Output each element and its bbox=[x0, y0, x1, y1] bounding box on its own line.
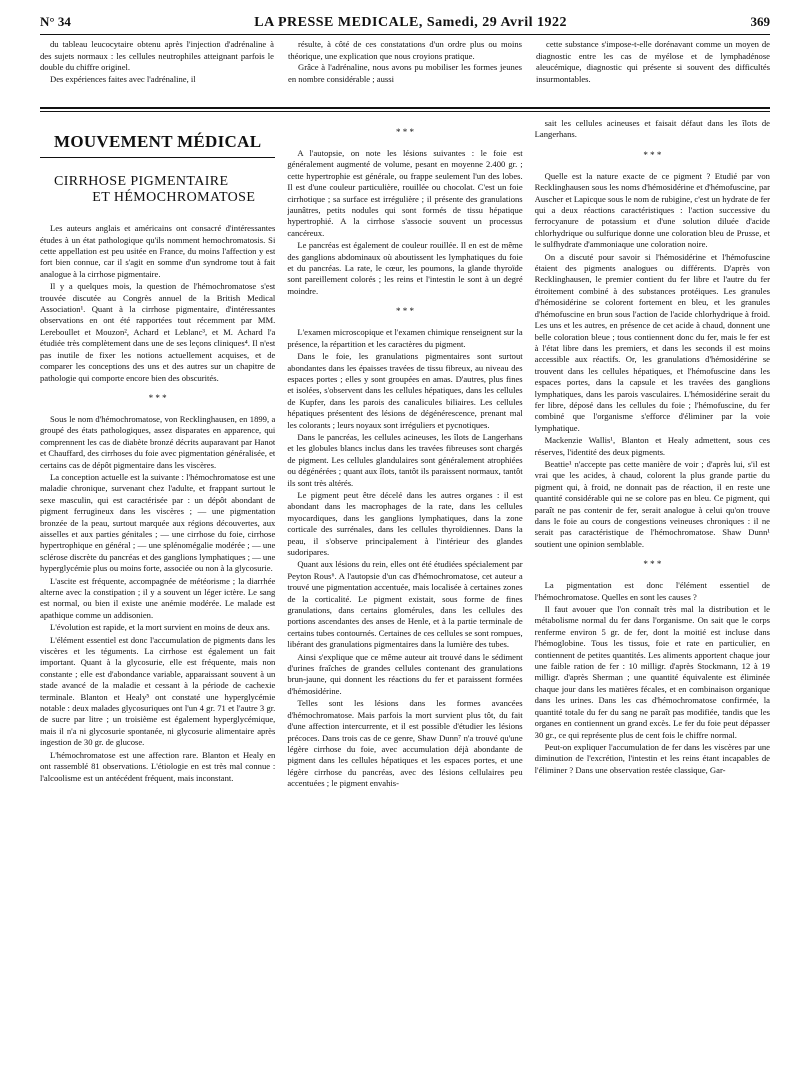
top-column-1 bbox=[40, 39, 274, 105]
paragraph: cette substance s'impose-t-elle dorénavant comme un moyen de diagnostic entre les cas de myélose et de lymphadénose aleucémique, diagnostic qui présente si souvent des difficultés insurmontables. bbox=[536, 39, 770, 84]
paragraph: Peut-on expliquer l'accumulation de fer dans les viscères par une diminution de l'excrétion, l'intestin et les reins étant incapables de l'éliminer ? Dans une observation restée classique, Gar- bbox=[534, 741, 770, 775]
journal-title: LA PRESSE MEDICALE, Samedi, 29 Avril 1922 bbox=[254, 15, 568, 30]
paragraph: sait les cellules acineuses et faisait défaut dans les îlots de Langerhans. bbox=[534, 118, 770, 140]
paragraph: résulte, à côté de ces constatations d'un ordre plus ou moins théorique, une explication que nous croyions pratique. bbox=[288, 39, 522, 61]
paragraph: Grâce à l'adrénaline, nous avons pu mobiliser les formes jeunes en nombre considérable ; aussi bbox=[288, 62, 522, 84]
newspaper-page bbox=[40, 14, 770, 1070]
top-column-2 bbox=[288, 39, 522, 105]
paragraph: L'ascite est fréquente, accompagnée de météorisme ; la diarrhée alterne avec la constipation ; il y a souvent un léger ictère. Le sang est normal, ou bien il existe une anémie modérée. Le malade est apathique comme un addisonien. bbox=[40, 575, 276, 620]
paragraph: Quelle est la nature exacte de ce pigment ? Etudié par von Recklinghausen sous les noms d'hémosidérine et d'hémofuscine, par Auscher et Lapicque sous le nom de rubigine, c'est un hydrate de fer qui a deux réactions caractéristiques : l'action successive du ferrocyanure de potassium et d'une solution diluée d'acide chlorhydrique ou sulfurique donne une coloration bleu de Prusse, et le sulfhydrate d'ammoniaque une coloration noire. bbox=[534, 170, 770, 250]
page-number: 369 bbox=[750, 14, 770, 29]
paragraph: L'évolution est rapide, et la mort survient en moins de deux ans. bbox=[50, 622, 270, 633]
paragraph: du tableau leucocytaire obtenu après l'injection d'adrénaline à des sujets normaux : les cellules neutrophiles atteignant parfois le double du chiffre originel. bbox=[40, 39, 274, 73]
previous-article-end bbox=[40, 35, 770, 105]
paragraph: On a discuté pour savoir si l'hémosidérine et l'hémofuscine étaient des pigments analogues ou différents. D'après von Recklinghausen, le premier contient du fer libre et l'autre du fer étroitement combiné à des substances protéiques. Les granules d'hémosidérine se colorent fortement en bleu, et les granules d'hémofuscine en brun sous l'action de l'acide chlorhydrique à froid. Les uns et les autres, en présence de cet acide à chaud, donnent une belle coloration bleue ; tous contiennent donc du fer, mais le fer est à l'état libre dans les premiers, et dans les seconds il est moins accessible aux réactifs. Or, les granulations d'hémosidérine se trouvent dans les cellules hépatiques, et l'hémofuscine dans les espaces portes, dans la capsule et les travées des ganglions lymphatiques, dans les parois vasculaires. L'hémosidérine serait du fer libre, déposé dans les cellules du foie ; l'hémofuscine, du fer combiné que l'organisme s'efforce d'éliminer par la voie lymphatique. bbox=[534, 251, 770, 433]
paragraph: Il faut avouer que l'on connaît très mal la distribution et le métabolisme normal du fer dans l'organisme. On sait que le corps renferme environ 5 gr. de fer, dont la moitié est incluse dans l'hémoglobine. Tous les tissus, foie et rate en particulier, en contiennent de petites quantités. Les aliments apportent chaque jour une faible ration de fer : 10 milligr. d'après Stockmann, 12 à 19 milligr. d'après Sherman ; une quantité équivalente est éliminée chaque jour dans les matières fécales, et en combinaison organique dans les urines. Dans les cas d'hémochromatose confirmée, la quantité totale du fer du sang ne paraît pas modifiée, tandis que les organes en contiennent un grand excès. Le fer du foie peut dépasser 30 gr., ce qui représente plus de cent fois le chiffre normal. bbox=[534, 604, 770, 740]
column-1 bbox=[40, 118, 275, 1070]
section-stars: * * * bbox=[643, 559, 662, 570]
paragraph: La pigmentation est donc l'élément essentiel de l'hémochromatose. Quelles en sont les causes ? bbox=[534, 580, 770, 602]
article-title-line-1: CIRRHOSE PIGMENTAIRE bbox=[54, 174, 229, 190]
paragraph: Dans le pancréas, les cellules acineuses, les îlots de Langerhans et les globules blancs inclus dans les travées fibreuses sont chargés de pigment. Les cellules glandulaires sont généralement atrophiées ou dégénérées ; quant aux îlots, tantôt ils paraissent normaux, tantôt ils sont très altérés. bbox=[287, 431, 523, 488]
paragraph: Le pigment peut être décelé dans les autres organes : il est abondant dans les macrophages de la rate, dans les cellules myocardiques, dans les ganglions lymphatiques, dans la zone corticale des surrénales, dans les cellules thyroïdiennes. Dans la peau, il s'observe principalement à l'intérieur des glandes sudoripares. bbox=[287, 489, 523, 557]
paragraph: Sous le nom d'hémochromatose, von Recklinghausen, en 1899, a groupé des états pathologiques, assez disparates en apparence, qui comprennent les cas de diabète bronzé décrits auparavant par Hanot et Chauffard, des cirrhoses du foie avec pigmentation généralisée, et certains cas de dépôt pigmentaire dans les viscères. bbox=[40, 413, 276, 470]
paragraph: Il y a quelques mois, la question de l'hémochromatose s'est trouvée discutée au Congrès annuel de la British Medical Association¹. Quant à la cirrhose pigmentaire, d'intéressantes observations en ont été rapportées tout récemment par MM. Lereboullet et Mouzon², Achard et Leblanc³, et M. Achard l'a étudiée très complètement dans une de ses leçons cliniques⁴. Il n'est pas inutile de fixer les notions actuellement acquises, et de comparer les conceptions des uns et des autres sur un chapitre de pathologie qui comporte encore bien des obscurités. bbox=[40, 281, 276, 383]
paragraph: L'hémochromatose est une affection rare. Blanton et Healy en ont rassemblé 81 observations. L'étiologie en est très mal connue : l'alcoolisme est un antécédent fréquent, mais inconstant. bbox=[40, 749, 276, 783]
column-2 bbox=[287, 118, 522, 1070]
paragraph: Ainsi s'explique que ce même auteur ait trouvé dans le sédiment d'urines fraîches de grandes cellules contenant des granulations brun-jaune, qui donnent les réactions du fer et paraissent formées d'hémosidérine. bbox=[287, 651, 523, 696]
section-stars: * * * bbox=[643, 149, 662, 160]
section-stars: * * * bbox=[148, 392, 167, 403]
paragraph: Quant aux lésions du rein, elles ont été étudiées spécialement par Peyton Rous⁶. A l'autopsie d'un cas d'hémochromatose, cet auteur a trouvé une pigmentation accentuée, mais localisée à certaines zones de la corticalité. Le pigment existait, sous forme de fines granulations, dans certains glomérules, dans les cellules des portions ascendantes des anses de Henle, et à la partie terminale de certains tubes contournés. Certaines de ces cellules se sont rompues, libérant des granulations pigmentaires dans la lumière des tubes. bbox=[287, 559, 523, 650]
paragraph: Des expériences faites avec l'adrénaline, il bbox=[50, 73, 196, 84]
issue-number: N° 34 bbox=[40, 14, 71, 29]
paragraph: Le pancréas est également de couleur rouillée. Il en est de même des ganglions abdominaux où aboutissent les lymphatiques du foie et du pancréas. La rate, le cœur, les poumons, la glande thyroïde sont pareillement colorés ; les reins et l'intestin le sont à un degré moindre. bbox=[287, 240, 523, 296]
paragraph: L'examen microscopique et l'examen chimique renseignent sur la présence, la répartition et les caractères du pigment. bbox=[287, 327, 523, 349]
paragraph: La conception actuelle est la suivante : l'hémochromatose est une maladie chronique, survenant chez l'adulte, et frappant surtout le sexe masculin, qui est caractérisée par : un dépôt abondant de pigment ferrugineux dans les viscères ; — une pigmentation bronzée de la peau, surtout marquée aux régions découvertes, aux aisselles et aux parties génitales ; — une cirrhose du foie, cirrhose hypertrophique en général ; — une splénomégalie modérée ; — une sclérose discrète du pancréas et des ganglions lymphatiques ; — une hyperglycémie plus ou moins forte, associée ou non à la glycosurie. bbox=[40, 471, 276, 574]
page-header bbox=[40, 14, 770, 35]
paragraph: Telles sont les lésions dans les formes avancées d'hémochromatose. Mais parfois la mort survient plus tôt, du fait d'une affection intercurrente, et il est possible d'étudier les lésions précoces. Dans trois cas de ce genre, Shaw Dunn⁷ n'a trouvé qu'une légère cirrhose du foie, avec accumulation déjà abondante de pigment dans les cellules hépatiques et les espaces portes, et une légère cirrhose du pancréas, avec des lésions cellulaires peu accentuées ; le pigment envahis- bbox=[287, 698, 523, 789]
paragraph: Mackenzie Wallis¹, Blanton et Healy admettent, sous ces réserves, l'identité des deux pigments. bbox=[534, 435, 770, 457]
paragraph: A l'autopsie, on note les lésions suivantes : le foie est généralement augmenté de volume, pesant en moyenne 2.400 gr. ; cette hypertrophie est générale, ou frappe seulement l'un des lobes. Il est d'une couleur particulière, rouillée ou chocolat. C'est un foie cirrhotique ; sa surface est irrégulière ; il présente des granulations jaunâtres, petits nodules qui sont formés de tissu hépatique hypertrophié. A la cirrhose s'associe souvent un processus cancéreux. bbox=[287, 148, 523, 238]
section-title: MOUVEMENT MÉDICAL bbox=[40, 118, 275, 158]
article-body bbox=[40, 112, 770, 1070]
paragraph: Dans le foie, les granulations pigmentaires sont surtout abondantes dans les épaisses travées de tissu fibreux, au niveau des espaces portes ; elles y sont groupées en amas. D'autres, plus fines et isolées, s'observent dans les cellules hépatiques, dans les cellules de Kupfer, dans les parois des canalicules biliaires. Les cellules hépatiques présentent des lésions de dégénérescence, prenant mal les colorants ; leurs noyaux sont irréguliers et pycnotiques. bbox=[287, 351, 523, 430]
paragraph: Beattie¹ n'accepte pas cette manière de voir ; d'après lui, s'il est vrai que les acides, à chaud, colorent la plus grande partie du pigment qui, à froid, ne donnait pas de réaction, il en reste une quantité considérable qui ne se colore pas en bleu. Ce pigment, qui paraît ne pas contenir de fer, serait analogue à celui qu'on trouve dans le foie au cours de congestions veineuses chroniques : il ne serait pas caractéristique de l'hémochromatose. Shaw Dunn¹ soutient une opinion semblable. bbox=[534, 458, 770, 549]
paragraph: Les auteurs anglais et américains ont consacré d'intéressantes études à un état pathologique qu'ils nomment hemochromatosis. Si cette appellation est peu usitée en France, du moins l'affection y est fort bien connue, car il s'agit en somme d'un syndrome tout à fait analogue à la cirrhose pigmentaire. bbox=[40, 223, 276, 279]
column-3 bbox=[535, 118, 770, 1070]
section-stars: * * * bbox=[395, 306, 414, 317]
paragraph: L'élément essentiel est donc l'accumulation de pigments dans les viscères et les téguments. La cirrhose est également un fait important. Quant à la glycosurie, elle est fréquente, mais non constante ; elle est d'abondance variable, apparaissant souvent à un stade avancé de la maladie et cessant à la période de cachexie terminale. Blanton et Healy⁵ ont constaté une hyperglycémie notable : deux malades glycosuriques ont l'un 4 gr. 71 et l'autre 3 gr. de sucre par litre ; un troisième est également hyperglycémique, mais il n'a ni glycosurie spontanée, ni glycosurie alimentaire après ingestion de 30 gr. de glucose. bbox=[40, 634, 276, 748]
article-title-line-2: ET HÉMOCHROMATOSE bbox=[92, 189, 256, 205]
section-stars: * * * bbox=[395, 127, 414, 137]
top-column-3 bbox=[536, 39, 770, 105]
